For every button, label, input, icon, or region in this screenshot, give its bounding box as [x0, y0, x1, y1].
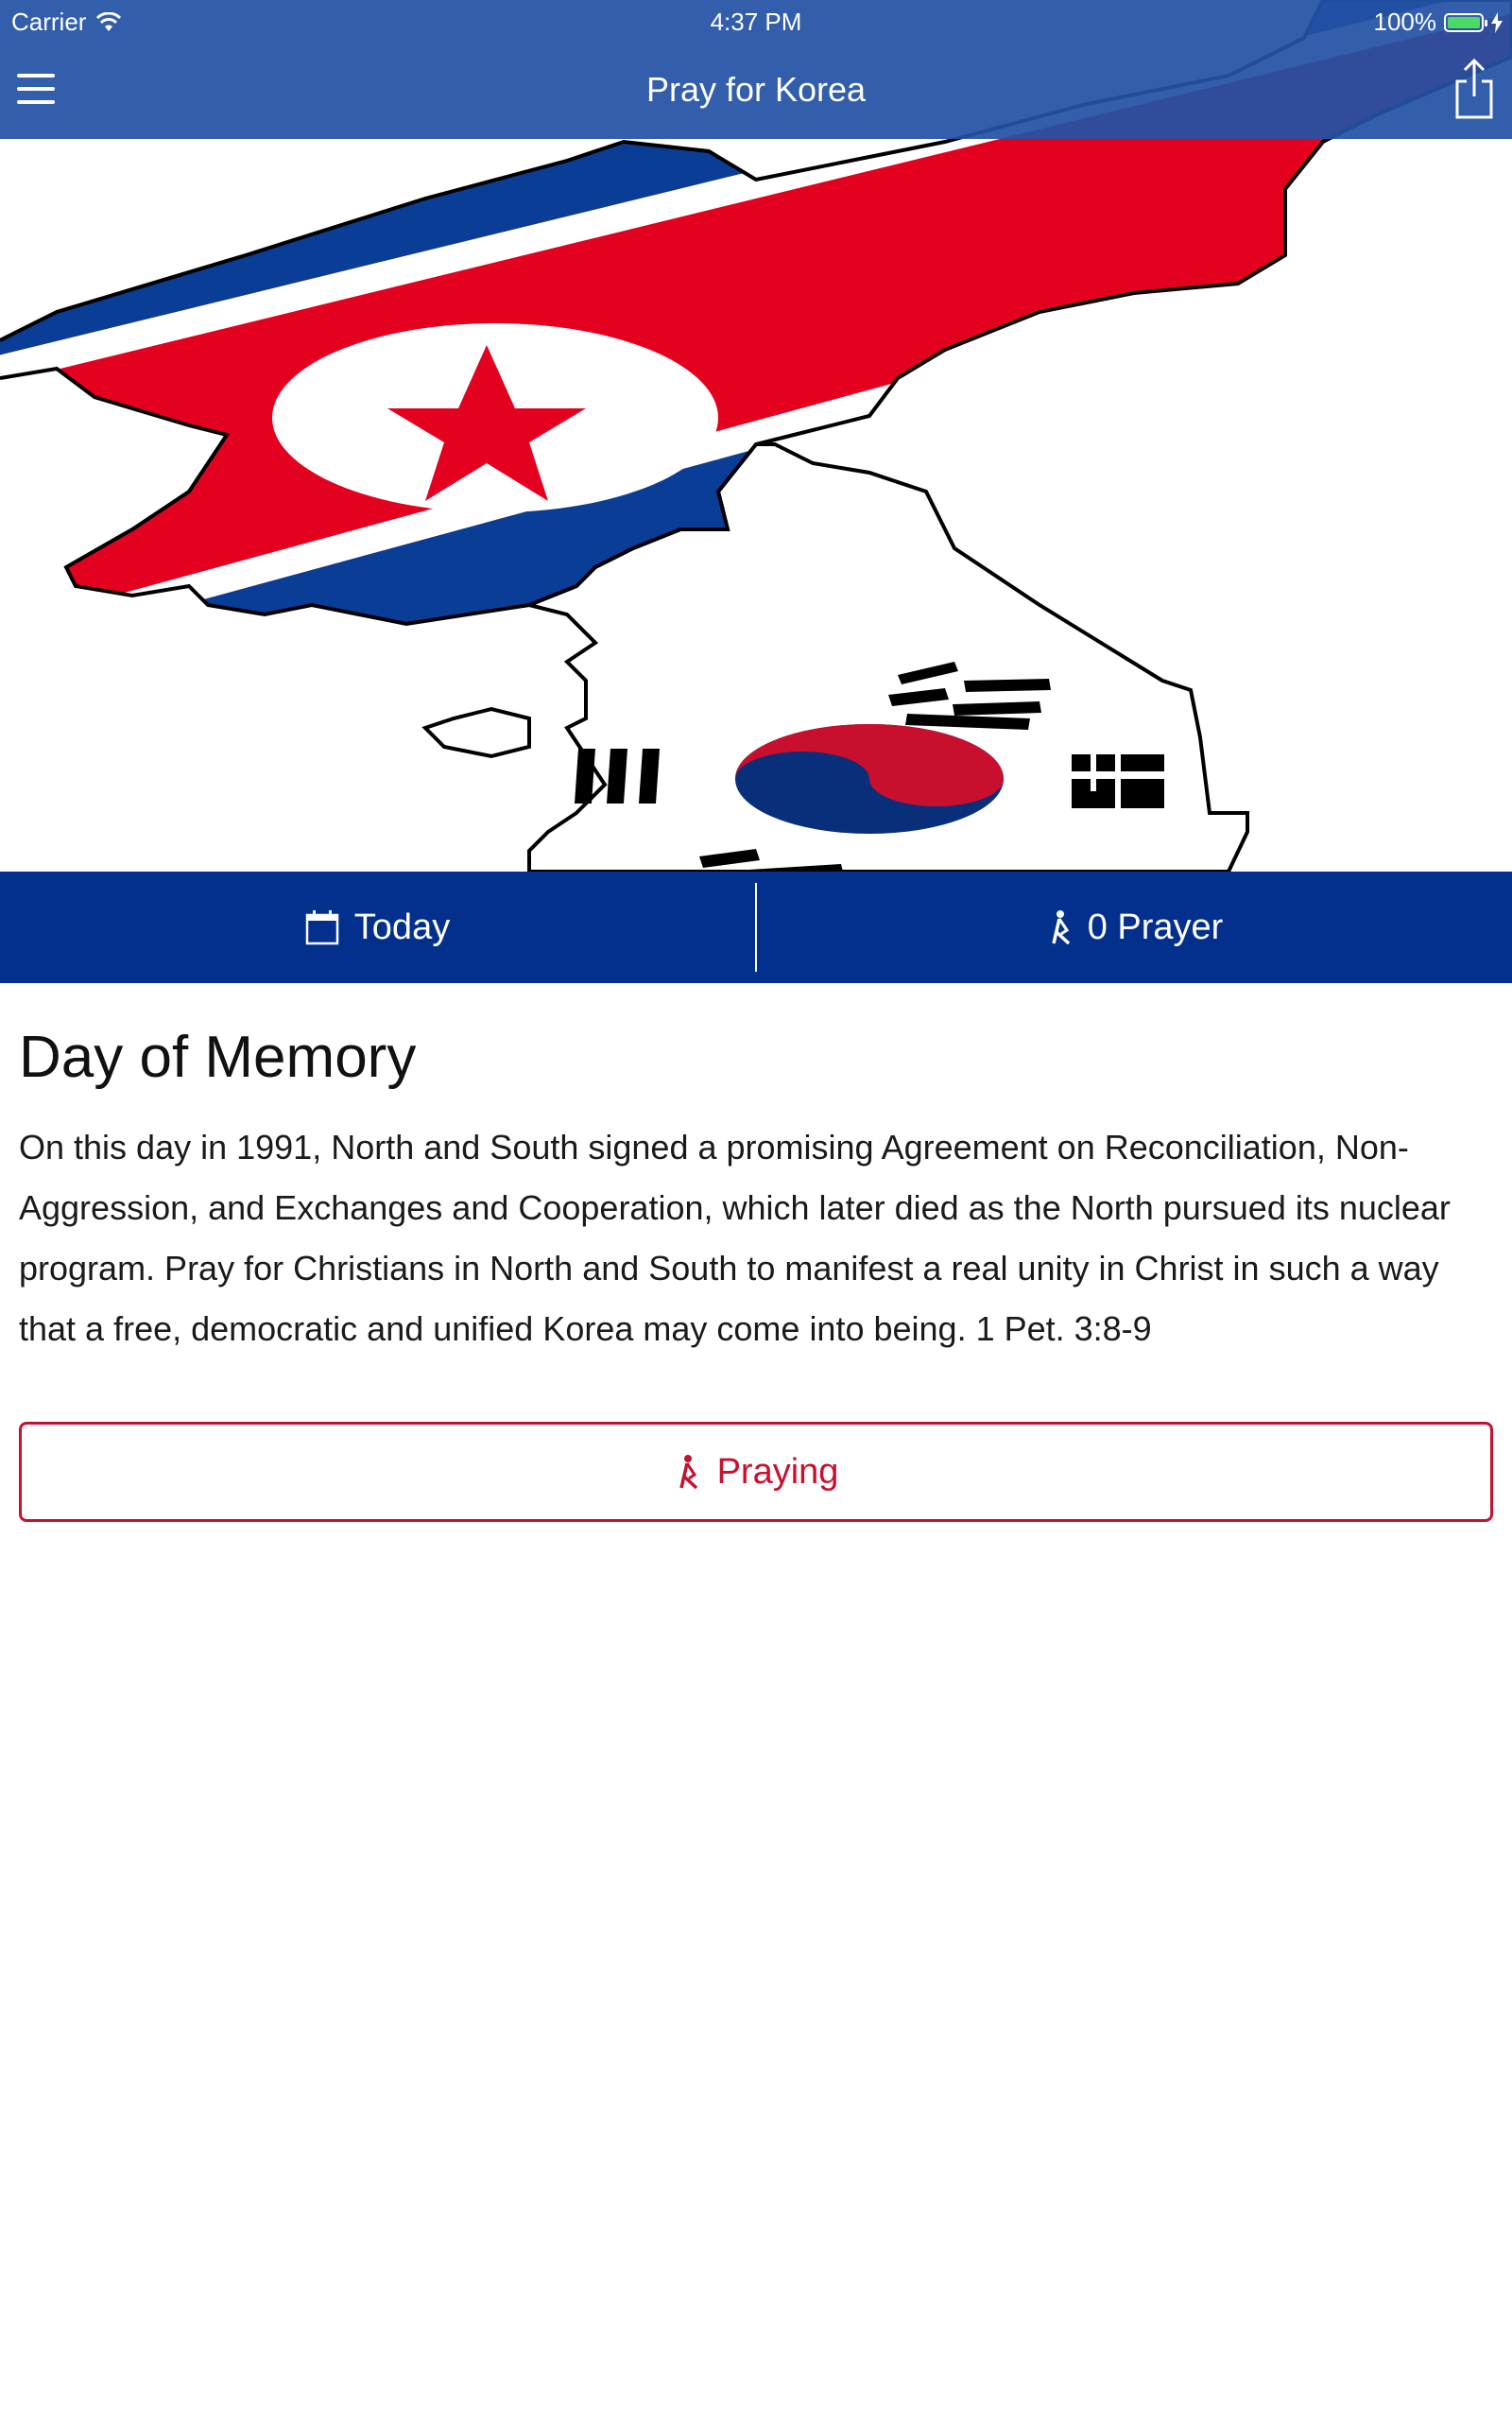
tab-today[interactable]	[0, 872, 755, 983]
battery-indicator	[1374, 8, 1503, 37]
page-title: Pray for Korea	[645, 70, 867, 109]
status-time: 4:37 PM	[710, 8, 802, 36]
share-icon[interactable]	[1453, 59, 1495, 119]
entry-content	[19, 983, 1493, 1522]
praying-button[interactable]	[19, 1422, 1493, 1522]
praying-person-icon	[674, 1454, 700, 1490]
entry-title: Day of Memory	[19, 1025, 417, 1090]
tab-today-label: Today	[353, 907, 451, 947]
taegeuk-emblem	[735, 724, 1004, 834]
segment-bar	[0, 872, 1512, 983]
charging-bolt-icon	[1491, 12, 1503, 33]
tab-prayer-label: 0 Prayer	[1087, 907, 1224, 947]
status-bar	[0, 0, 1512, 45]
tab-prayer-count[interactable]	[757, 872, 1512, 983]
battery-percent: 100%	[1373, 8, 1436, 36]
battery-icon	[1444, 13, 1484, 32]
praying-person-icon	[1046, 909, 1073, 945]
carrier-label: Carrier	[11, 8, 87, 36]
calendar-icon	[305, 909, 339, 945]
entry-body: On this day in 1991, North and South signed a promising Agreement on Reconciliation, Non-Aggression, and Exchanges and Cooperation, which later died as the North pursued its nuclear program. Pray for Christians in North and South to manifest a real unity in Christ in such a way that a free, democratic and unified Korea may come into being. 1 Pet. 3:8-9	[19, 1128, 1451, 1349]
praying-button-label: Praying	[716, 1451, 839, 1492]
